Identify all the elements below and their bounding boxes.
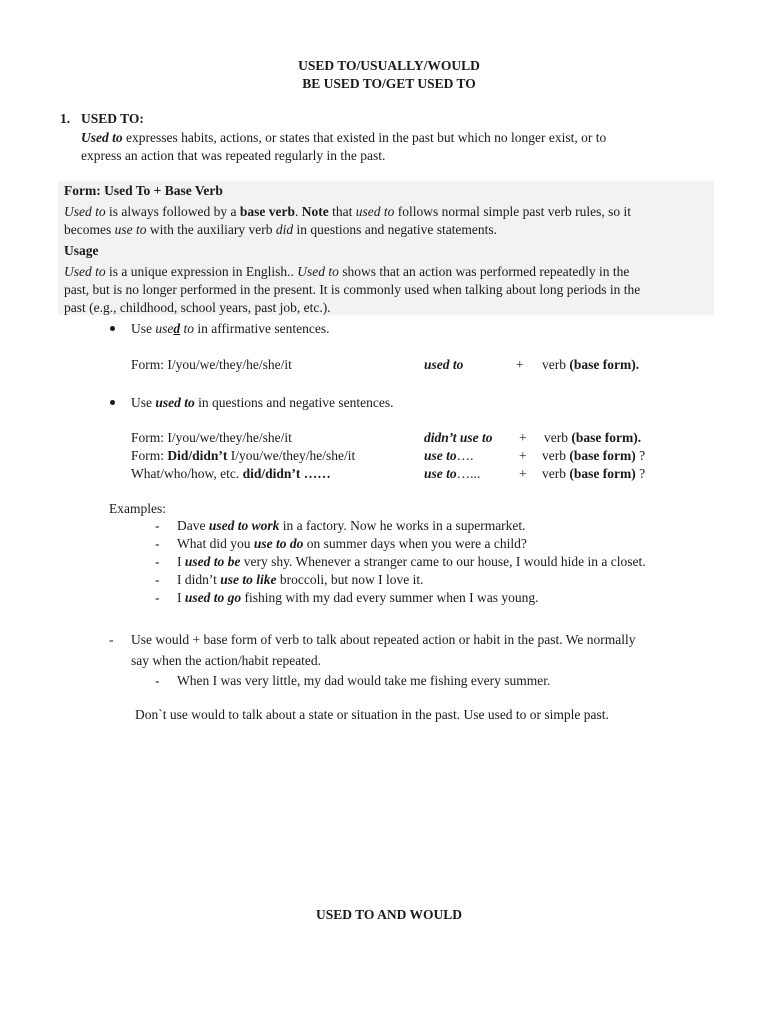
form-row-verb [544, 429, 641, 447]
example-term: used to be [184, 554, 241, 569]
text-span: is always followed by a [105, 204, 240, 219]
term-note: Note [301, 204, 329, 219]
text-span: in questions and negative sentences. [194, 395, 394, 410]
form-row-label: Form: I/you/we/they/he/she/it [131, 357, 292, 372]
example-item [177, 571, 423, 589]
term-d-underlined: d [173, 321, 181, 336]
list-dash: - [155, 572, 160, 587]
text-span: I/you/we/they/he/she/it [227, 448, 356, 463]
examples-label: Examples: [109, 501, 166, 516]
text-span: Use [131, 395, 156, 410]
text-span: in questions and negative statements. [293, 222, 498, 237]
form-row-structure: didn’t use to [424, 430, 493, 445]
doc-title-line2: BE USED TO/GET USED TO [302, 76, 476, 91]
term-to: to [180, 321, 195, 336]
form-row-plus: + [519, 448, 527, 463]
text-span: on summer days when you were a child? [303, 536, 527, 551]
text-span: that [328, 204, 356, 219]
text-span: Form: I/you/we/they/he/she/it [131, 430, 292, 445]
term-used-to: Used to [64, 264, 106, 279]
section-title-used-to-and-would: USED TO AND WOULD [316, 907, 462, 922]
text-span: verb [544, 430, 572, 445]
bullet-icon [110, 400, 115, 405]
term-base-form: (base form) [569, 466, 636, 481]
list-dash: - [109, 632, 114, 647]
form-row-plus: + [519, 430, 527, 445]
form-row-verb [542, 465, 645, 483]
bullet-questions-negatives [131, 394, 393, 412]
text-span: I [177, 590, 185, 605]
text-span: ? [635, 466, 646, 481]
term-base-form: (base form). [571, 430, 642, 445]
list-dash: - [155, 673, 160, 688]
example-term: used to go [184, 590, 242, 605]
example-item [177, 535, 527, 553]
term-did: did [275, 222, 294, 237]
list-dash: - [155, 554, 160, 569]
form-row-verb [542, 356, 639, 374]
form-row-verb [542, 447, 645, 465]
list-dash: - [155, 536, 160, 551]
list-dash: - [155, 590, 160, 605]
text-span: Dave [177, 518, 209, 533]
section-number: 1. [60, 111, 71, 126]
term-used-to: used to [155, 395, 195, 410]
usage-paragraph-line1 [64, 263, 629, 281]
text-span: verb [542, 466, 570, 481]
form-row-structure: used to [424, 357, 464, 372]
form-paragraph-line2 [64, 221, 497, 239]
list-dash: - [155, 518, 160, 533]
text-span: shows that an action was performed repeatedly in the [338, 264, 630, 279]
would-note: Don`t use would to talk about a state or situation in the past. Use used to or simple past. [135, 707, 609, 722]
section-intro-line1 [81, 129, 606, 147]
text-span: …... [456, 466, 481, 481]
text-span: …. [456, 448, 474, 463]
term-use-to: use to [424, 448, 457, 463]
intro-text: expresses habits, actions, or states that existed in the past but which no longer exist, or to [122, 130, 607, 145]
text-span: verb [542, 448, 570, 463]
text-span: broccoli, but now I love it. [276, 572, 424, 587]
term-used-to: Used to [297, 264, 339, 279]
text-span: . [294, 204, 302, 219]
term-did-didnt: Did/didn’t [167, 448, 228, 463]
text-span: with the auxiliary verb [146, 222, 276, 237]
text-span: fishing with my dad every summer when I was young. [241, 590, 539, 605]
text-span: becomes [64, 222, 115, 237]
text-span: I didn’t [177, 572, 221, 587]
term-use-to: use to [114, 222, 147, 237]
text-span: follows normal simple past verb rules, so it [394, 204, 631, 219]
would-example: When I was very little, my dad would take me fishing every summer. [177, 673, 551, 688]
term-base-form: (base form) [569, 448, 636, 463]
form-row-structure [424, 447, 474, 465]
text-span: in a factory. Now he works in a supermarket. [279, 518, 526, 533]
text-span: What did you [177, 536, 254, 551]
would-rule-line2: say when the action/habit repeated. [131, 653, 322, 668]
term-base-form: (base form). [569, 357, 640, 372]
form-paragraph-line1 [64, 203, 631, 221]
section-intro-line2: express an action that was repeated regularly in the past. [81, 148, 386, 163]
usage-paragraph-line3: past (e.g., childhood, school years, past job, etc.). [64, 300, 331, 315]
would-rule-line1: Use would + base form of verb to talk about repeated action or habit in the past. We normally [131, 632, 636, 647]
text-span: Use [131, 321, 156, 336]
section-heading: USED TO: [81, 111, 144, 126]
text-span: Form: [131, 448, 168, 463]
example-term: use to like [220, 572, 277, 587]
term-base-verb: base verb [239, 204, 295, 219]
example-item [177, 517, 526, 535]
doc-title-line1: USED TO/USUALLY/WOULD [298, 58, 480, 73]
term-use: use [155, 321, 174, 336]
form-heading: Form: Used To + Base Verb [64, 183, 223, 198]
example-item [177, 553, 646, 571]
text-span: ? [635, 448, 646, 463]
text-span: What/who/how, etc. [131, 466, 243, 481]
form-row-structure [424, 465, 480, 483]
form-row-plus: + [519, 466, 527, 481]
text-span: is a unique expression in English.. [105, 264, 298, 279]
usage-heading: Usage [64, 243, 99, 258]
bullet-icon [110, 326, 115, 331]
intro-term: Used to [81, 130, 123, 145]
text-span: in affirmative sentences. [194, 321, 330, 336]
form-row-plus: + [516, 357, 524, 372]
bullet-affirmative [131, 320, 329, 338]
term-did-didnt: did/didn’t …… [242, 466, 331, 481]
example-item [177, 589, 538, 607]
form-row-label [131, 447, 355, 465]
term-use-to: use to [424, 466, 457, 481]
example-term: used to work [208, 518, 280, 533]
example-term: use to do [253, 536, 304, 551]
term-used-to: Used to [64, 204, 106, 219]
usage-paragraph-line2: past, but is no longer performed in the present. It is commonly used when talking about long periods in the [64, 282, 641, 297]
text-span: verb [542, 357, 570, 372]
text-span: I [177, 554, 185, 569]
text-span: very shy. Whenever a stranger came to our house, I would hide in a closet. [240, 554, 646, 569]
form-row-label [131, 429, 292, 447]
form-row-label [131, 465, 331, 483]
term-used-to: used to [355, 204, 395, 219]
